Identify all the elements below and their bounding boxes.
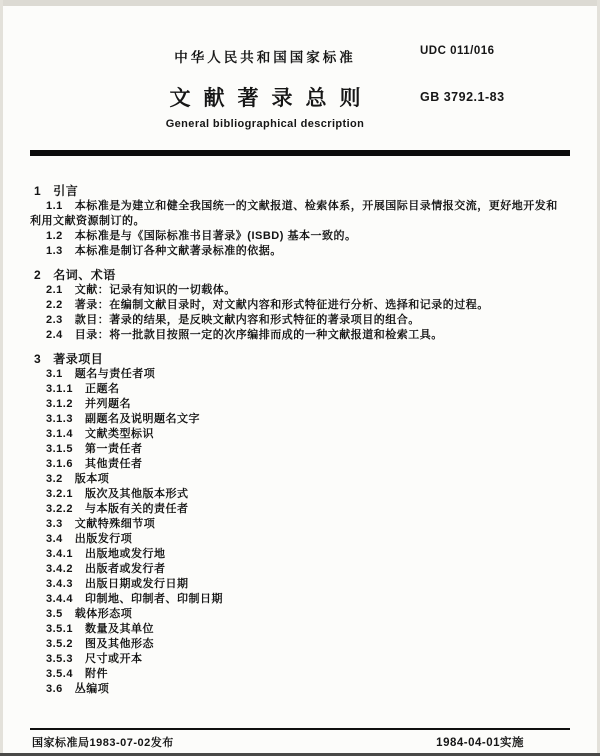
line-number: 3.5.1 [46, 623, 73, 635]
line-number: 3 [34, 352, 42, 366]
line-text: 名词、术语 [53, 268, 116, 282]
line-text: 文献特殊细节项 [74, 518, 156, 530]
body-line [30, 244, 568, 259]
document-footer [32, 734, 570, 750]
body-line [30, 457, 568, 472]
line-text: 印制地、印制者、印制日期 [84, 593, 223, 605]
line-number: 3.4.2 [46, 563, 73, 575]
line-number: 3.5 [46, 608, 63, 620]
line-number: 3.4.4 [46, 593, 73, 605]
line-text: 丛编项 [74, 683, 110, 695]
body-line [30, 283, 568, 298]
line-text: 第一责任者 [84, 443, 143, 455]
body-line [30, 412, 568, 427]
document-body [30, 184, 568, 697]
body-line [30, 607, 568, 622]
line-number: 2.2 [46, 299, 63, 311]
body-line [30, 184, 568, 199]
line-number: 3.2 [46, 473, 63, 485]
body-line [30, 577, 568, 592]
line-text: 版次及其他版本形式 [84, 488, 189, 500]
line-text: 文献：记录有知识的一切载体。 [74, 284, 236, 296]
line-number: 1.2 [46, 230, 63, 242]
body-line [30, 667, 568, 682]
body-line [30, 562, 568, 577]
line-text: 著录项目 [53, 352, 104, 366]
body-line [30, 199, 568, 229]
body-line [30, 382, 568, 397]
body-line [30, 652, 568, 667]
line-number: 3.4 [46, 533, 63, 545]
body-line [30, 397, 568, 412]
body-line [30, 442, 568, 457]
line-number: 3.2.1 [46, 488, 73, 500]
body-line [30, 313, 568, 328]
udc-code: UDC 011/016 [420, 45, 495, 57]
body-line [30, 682, 568, 697]
line-text: 目录：将一批款目按照一定的次序编排而成的一种文献报道和检索工具。 [74, 329, 443, 341]
line-text: 尺寸或开本 [84, 653, 143, 665]
line-text: 出版发行项 [74, 533, 133, 545]
body-line [30, 502, 568, 517]
line-number: 3.4.1 [46, 548, 73, 560]
line-text: 本标准是制订各种文献著录标准的依据。 [74, 245, 282, 257]
line-text: 并列题名 [84, 398, 131, 410]
body-line [30, 268, 568, 283]
line-number: 1 [34, 184, 42, 198]
header-divider-bar [30, 150, 570, 156]
english-title: General bibliographical description [165, 118, 365, 130]
line-number: 2.4 [46, 329, 63, 341]
line-text: 数量及其单位 [84, 623, 154, 635]
standard-name: 中华人民共和国国家标准 [174, 50, 356, 65]
line-text: 出版者或发行者 [84, 563, 166, 575]
line-text: 引言 [53, 184, 79, 198]
line-number: 3.2.2 [46, 503, 73, 515]
body-line [30, 487, 568, 502]
line-text: 本标准是与《国际标准书目著录》(ISBD) 基本一致的。 [74, 230, 357, 242]
body-line [30, 547, 568, 562]
issue-info: 国家标准局1983-07-02发布 [32, 737, 174, 749]
line-number: 3.1 [46, 368, 63, 380]
body-line [30, 352, 568, 367]
line-number: 3.3 [46, 518, 63, 530]
line-number: 2.3 [46, 314, 63, 326]
line-text: 出版日期或发行日期 [84, 578, 189, 590]
body-line [30, 367, 568, 382]
line-text: 版本项 [74, 473, 110, 485]
line-number: 3.1.5 [46, 443, 73, 455]
line-number: 2 [34, 268, 42, 282]
line-text: 款目：著录的结果，是反映文献内容和形式特征的著录项目的组合。 [74, 314, 420, 326]
line-number: 3.5.3 [46, 653, 73, 665]
line-number: 3.6 [46, 683, 63, 695]
line-number: 1.1 [46, 200, 63, 212]
line-text: 题名与责任者项 [74, 368, 156, 380]
body-line [30, 229, 568, 244]
line-text: 其他责任者 [84, 458, 143, 470]
line-number: 3.1.6 [46, 458, 73, 470]
line-number: 3.1.4 [46, 428, 73, 440]
line-text: 正题名 [84, 383, 120, 395]
line-number: 3.1.3 [46, 413, 73, 425]
body-line [30, 517, 568, 532]
implementation-info: 1984-04-01实施 [436, 737, 524, 749]
document-title: 文献著录总则 [169, 87, 374, 110]
line-text: 载体形态项 [74, 608, 133, 620]
footer-rule-top [30, 728, 570, 730]
line-number: 1.3 [46, 245, 63, 257]
line-number: 2.1 [46, 284, 63, 296]
line-text: 著录：在编制文献目录时，对文献内容和形式特征进行分析、选择和记录的过程。 [74, 299, 489, 311]
body-line [30, 592, 568, 607]
body-line [30, 532, 568, 547]
body-line [30, 472, 568, 487]
line-text: 附件 [84, 668, 108, 680]
line-number: 3.1.1 [46, 383, 73, 395]
line-text: 本标准是为建立和健全我国统一的文献报道、检索体系，开展国际目录情报交流，更好地开发和利用文献资源制订的。 [30, 200, 558, 227]
line-number: 3.1.2 [46, 398, 73, 410]
line-text: 副题名及说明题名文字 [84, 413, 200, 425]
line-text: 与本版有关的责任者 [84, 503, 189, 515]
line-text: 文献类型标识 [84, 428, 154, 440]
body-line [30, 622, 568, 637]
line-number: 3.5.4 [46, 668, 73, 680]
scan-edge-left [0, 0, 3, 756]
body-line [30, 328, 568, 343]
body-line [30, 637, 568, 652]
line-number: 3.4.3 [46, 578, 73, 590]
document-header [30, 0, 570, 160]
standard-number: GB 3792.1-83 [420, 90, 505, 104]
body-line [30, 298, 568, 313]
body-line [30, 427, 568, 442]
line-number: 3.5.2 [46, 638, 73, 650]
line-text: 出版地或发行地 [84, 548, 166, 560]
line-text: 图及其他形态 [84, 638, 154, 650]
